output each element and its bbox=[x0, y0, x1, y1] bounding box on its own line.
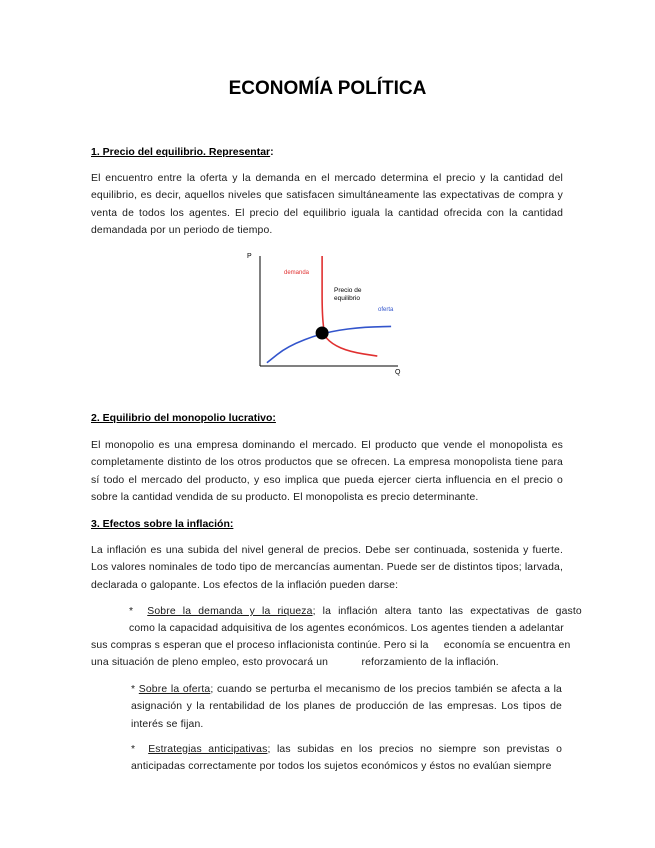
item-1-separator: ; bbox=[312, 606, 316, 617]
page-title: ECONOMÍA POLÍTICA bbox=[228, 78, 427, 99]
list-item bbox=[131, 741, 562, 776]
item-2-label: Sobre la oferta bbox=[138, 684, 211, 695]
item-3-label: Estrategias anticipativas bbox=[148, 744, 268, 755]
y-axis-label: P bbox=[247, 253, 252, 260]
item-1-line-3: sus compras s esperan que el proceso inflacionista continúe. Pero si la economía se encuentra en bbox=[91, 640, 571, 651]
equilibrium-label-line-1: Precio de bbox=[334, 287, 362, 294]
section-1-heading bbox=[91, 146, 274, 158]
supply-label: oferta bbox=[378, 307, 394, 313]
section-2-heading: 2. Equilibrio del monopolio lucrativo: bbox=[91, 412, 276, 424]
demand-curve bbox=[322, 256, 377, 356]
demand-label: demanda bbox=[284, 270, 310, 276]
section-1-text: El encuentro entre la oferta y la demanda en el mercado determina el precio y la cantidad del equilibrio, es decir, aquellos niveles que satisfacen simultáneamente las expectativas de compra y venta de todos los agentes. El precio del equilibrio iguala la cantidad ofrecida con la cantidad demandada por un periodo de tiempo. bbox=[91, 173, 563, 237]
item-2-separator: ; bbox=[210, 684, 214, 695]
item-3-separator: ; bbox=[267, 744, 271, 755]
item-1-label: Sobre la demanda y la riqueza bbox=[147, 606, 313, 617]
x-axis-label: Q bbox=[395, 369, 401, 376]
bullet: * bbox=[131, 684, 136, 695]
bullet: * bbox=[129, 606, 134, 617]
bullet: * bbox=[131, 744, 136, 755]
section-1-heading-colon: : bbox=[270, 146, 274, 158]
section-1-heading-text: 1. Precio del equilibrio. Representar bbox=[91, 146, 271, 158]
equilibrium-point bbox=[316, 327, 329, 340]
item-1-text-1: la inflación altera tanto las expectativas de gasto bbox=[315, 606, 582, 617]
section-3-text: La inflación es una subida del nivel general de precios. Debe ser continuada, sostenida y fuerte. Los valores nominales de todo tipo de mercancías aumentan. Puede ser de distintos tipos; larvada, declarada o galopante. Los efectos de la inflación pueden darse: bbox=[91, 545, 563, 591]
list-item bbox=[131, 681, 562, 733]
section-2-text: El monopolio es una empresa dominando el mercado. El producto que vende el monopolista es completamente distinto de los otros productos que se ofrecen. La empresa monopolista tiene para sí todo el mercado del producto, y eso implica que pueda ejercer cierta influencia en el precio o sobre la cantidad vendida de su producto. El monopolista es precio determinante. bbox=[91, 440, 563, 504]
equilibrium-label-line-2: equilibrio bbox=[334, 295, 361, 302]
item-1-line-4: una situación de pleno empleo, esto provocará un reforzamiento de la inflación. bbox=[91, 657, 499, 668]
item-1-line-2: como la capacidad adquisitiva de los agentes económicos. Los agentes tienden a adelantar bbox=[129, 623, 564, 634]
section-3-heading: 3. Efectos sobre la inflación: bbox=[91, 518, 234, 530]
supply-demand-chart bbox=[240, 248, 410, 378]
item-2-text: cuando se perturba el mecanismo de los precios también se afecta a la asignación y la rentabilidad de los planes de producción de las empresas. Los tipos de interés se fijan. bbox=[131, 684, 562, 730]
item-3-text: las subidas en los precios no siempre son previstas o anticipadas correctamente por todos los sujetos económicos y éstos no evalúan siempre bbox=[131, 744, 563, 773]
item-1-line-1 bbox=[129, 603, 582, 620]
supply-curve bbox=[267, 326, 391, 362]
